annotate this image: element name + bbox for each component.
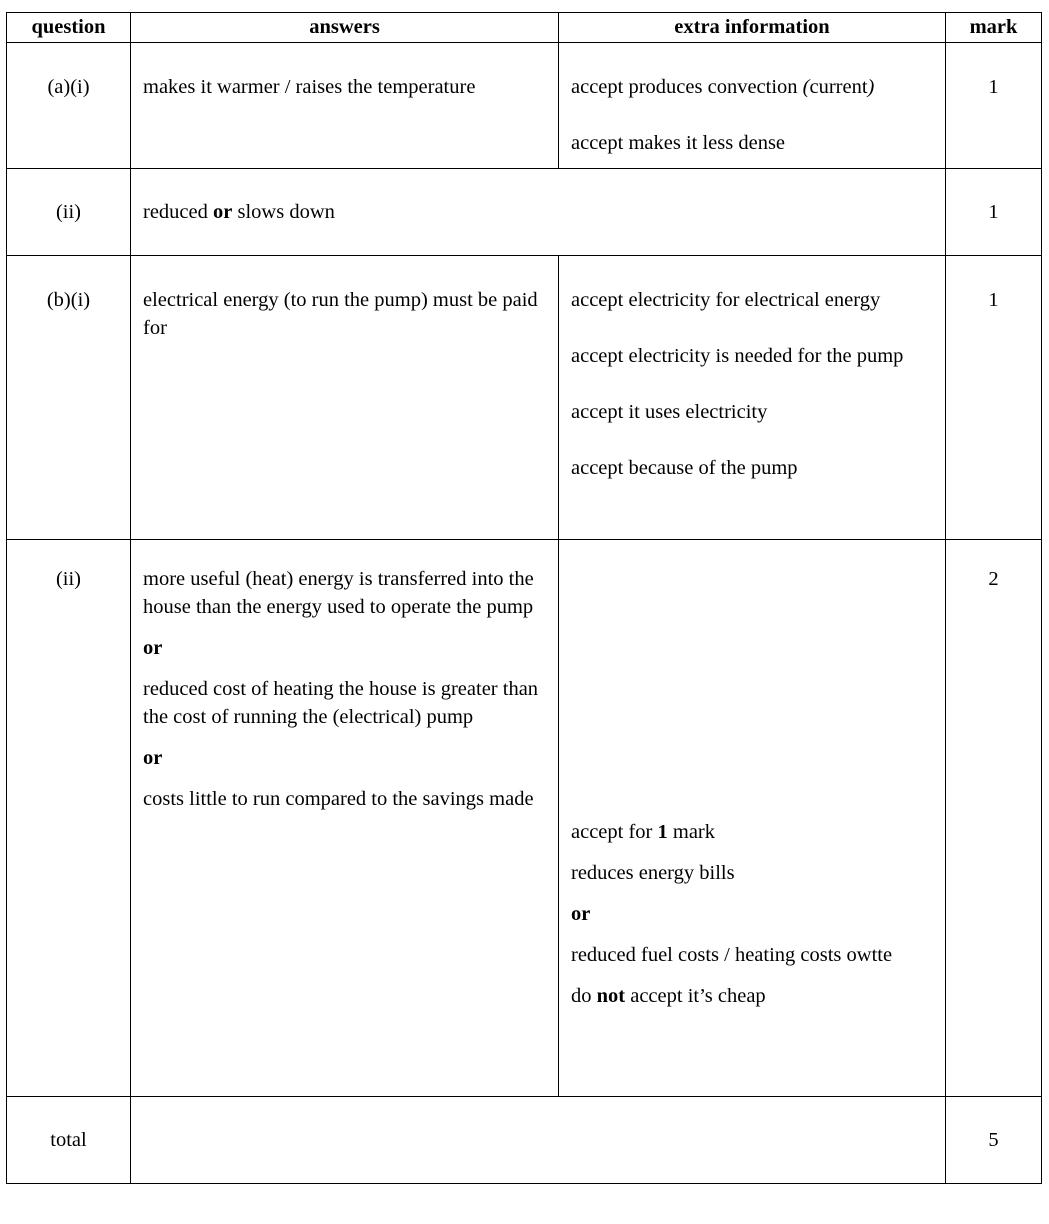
question-cell: [7, 43, 131, 169]
question-cell: [7, 169, 131, 256]
mark-value: 2: [988, 568, 999, 590]
total-mark-value: 5: [988, 1129, 999, 1151]
total-row: [7, 1097, 1042, 1184]
header-mark: mark: [946, 13, 1042, 43]
mark-value: 1: [988, 289, 999, 311]
extra-info-fragment: 1: [657, 821, 668, 843]
answer-or: or: [143, 637, 163, 659]
extra-info-fragment: accept produces convection: [571, 76, 803, 98]
extra-info-fragment: do: [571, 985, 597, 1007]
mark-cell: [946, 43, 1042, 169]
answer-fragment: reduced: [143, 201, 213, 223]
table-row: [7, 256, 1042, 540]
header-question: question: [7, 13, 131, 43]
mark-value: 1: [988, 76, 999, 98]
extra-info-fragment: ): [867, 76, 875, 98]
question-label: (ii): [55, 568, 82, 590]
answers-cell: [131, 43, 559, 169]
answer-or: or: [143, 747, 163, 769]
extra-info-text: reduces energy bills: [571, 862, 735, 884]
extra-info-cell: [559, 43, 946, 169]
extra-info-fragment: current: [809, 76, 868, 98]
header-answers: answers: [131, 13, 559, 43]
extra-info-text: reduced fuel costs / heating costs owtte: [571, 944, 893, 966]
extra-info-text: accept because of the pump: [571, 457, 798, 479]
mark-cell: [946, 540, 1042, 1097]
answers-cell: [131, 1097, 946, 1184]
question-label: (b)(i): [46, 289, 91, 311]
total-label: total: [50, 1129, 87, 1151]
extra-info-cell: [559, 540, 946, 1097]
mark-cell: [946, 1097, 1042, 1184]
extra-info-text: accept makes it less dense: [571, 132, 786, 154]
table-row: [7, 43, 1042, 169]
mark-cell: [946, 256, 1042, 540]
answer-text: makes it warmer / raises the temperature: [143, 76, 476, 98]
extra-info-fragment: not: [596, 985, 626, 1007]
mark-cell: [946, 169, 1042, 256]
extra-info-cell: [559, 256, 946, 540]
answer-text: electrical energy (to run the pump) must be paid for: [143, 289, 538, 339]
question-cell: [7, 540, 131, 1097]
mark-scheme-table: [6, 12, 1042, 1184]
question-cell: [7, 256, 131, 540]
extra-info-or: or: [571, 903, 591, 925]
answer-text: reduced cost of heating the house is greater than the cost of running the (electrical) pump: [143, 678, 539, 728]
extra-info-text: accept it uses electricity: [571, 401, 768, 423]
answers-cell: [131, 256, 559, 540]
answer-fragment: or: [213, 201, 233, 223]
extra-info-fragment: accept it’s cheap: [625, 985, 766, 1007]
extra-info-fragment: (: [802, 76, 810, 98]
answers-cell: [131, 169, 946, 256]
header-row: [7, 13, 1042, 43]
extra-info-text: [571, 818, 937, 846]
mark-value: 1: [988, 201, 999, 223]
extra-info-text: [571, 73, 937, 101]
extra-info-text: accept electricity for electrical energy: [571, 289, 881, 311]
table-row: [7, 169, 1042, 256]
header-extra-information: extra information: [559, 13, 946, 43]
answer-text: more useful (heat) energy is transferred into the house than the energy used to operate the pump: [143, 568, 534, 618]
answer-text: [143, 198, 937, 226]
extra-info-fragment: accept for: [571, 821, 658, 843]
table-row: [7, 540, 1042, 1097]
answer-fragment: slows down: [232, 201, 335, 223]
extra-info-text: accept electricity is needed for the pump: [571, 345, 904, 367]
question-label: (a)(i): [47, 76, 90, 98]
extra-info-text: [571, 982, 937, 1010]
question-cell: [7, 1097, 131, 1184]
answer-text: costs little to run compared to the savings made: [143, 788, 534, 810]
question-label: (ii): [55, 201, 82, 223]
extra-info-fragment: mark: [667, 821, 715, 843]
answers-cell: [131, 540, 559, 1097]
